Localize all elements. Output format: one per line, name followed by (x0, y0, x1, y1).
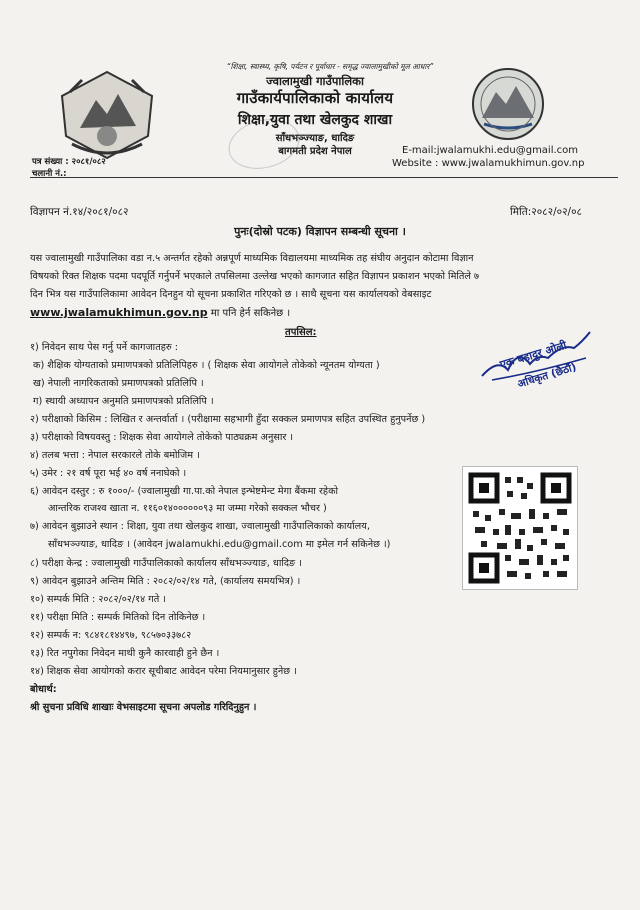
bodharth-label: बोधार्थ: (30, 684, 57, 695)
list-item: क) शैक्षिक योग्यताको प्रमाणपत्रको प्रतिलिपिहरु । ( शिक्षक सेवा आयोगले तोकेको न्यूनतम योग्यता ) (33, 360, 380, 371)
paragraph-web-line (30, 305, 290, 319)
header-divider (30, 177, 618, 178)
list-item: आन्तरिक राजश्व खाता न. ११६०१४००००००९३ मा जम्मा गरेको सक्कल भौचर ) (48, 503, 327, 514)
signatory-name: एक बहादुर ओली (498, 338, 569, 372)
notice-number: विज्ञापन नं.१४/२०८१/०८२ (30, 206, 129, 218)
qr-code (462, 466, 578, 590)
list-item: २) परीक्षाको किसिम : लिखित र अन्तर्वार्ता । (परीक्षामा सहभागी हुँदा सक्कल प्रमाणपत्र सहित उपस्थित हुनुपर्नेछ ) (30, 414, 426, 425)
list-item: ग) स्थायी अध्यापन अनुमति प्रमाणपत्रको प्रतिलिपि । (33, 396, 214, 407)
patra-sankhya: पत्र संख्या : २०८१/०८२ (32, 157, 106, 167)
municipality-name: ज्वालामुखी गाउँपालिका (266, 74, 364, 88)
list-item: ८) परीक्षा केन्द्र : ज्वालामुखी गाउँपालिकाको कार्यालय साँधभञ्ज्याङ, धादिङ । (30, 558, 302, 569)
list-item: ख) नेपाली नागरिकताको प्रमाणपत्रको प्रतिलिपि । (33, 378, 204, 389)
list-item: ९) आवेदन बुझाउने अन्तिम मिति : २०८२/०२/१४ गते, (कार्यालय समयभित्र) । (30, 576, 301, 587)
notice-subject: पुनः(दोस्रो पटक) विज्ञापन सम्बन्धी सूचना । (234, 225, 406, 238)
paragraph-line: दिन भित्र यस गाउँपालिकामा आवेदन दिनहुन यो सूचना प्रकाशित गरिएको छ । साथै सूचना यस कार्यालयको वेबसाइट (30, 289, 432, 300)
office-name: गाउँकार्यपालिकाको कार्यालय (236, 89, 394, 107)
emblem-logo (52, 66, 162, 164)
list-item: ५) उमेर : २१ वर्ष पूरा भई ४० वर्ष ननाघेको । (30, 468, 187, 479)
motto-text: “शिक्षा, स्वास्थ्य, कृषि, पर्यटन र पूर्वाधार - समृद्ध ज्वालामुखीको मूल आधार” (226, 62, 434, 71)
paragraph-line: विषयको रिक्त शिक्षक पदमा पदपूर्ति गर्नुपर्ने भएकाले तपसिलमा उल्लेख भएको कागजात सहित विज्ञापन प्रकाशन भएको मितिले ७ (30, 271, 480, 282)
qr-code-icon (463, 467, 577, 589)
web-suffix: मा पनि हेर्न सकिनेछ । (207, 308, 291, 319)
signatory-title: अधिकृत (छैठौं) (516, 361, 578, 391)
chalani-number: चलानी नं.: (32, 169, 67, 179)
list-item: १) निवेदन साथ पेस गर्नु पर्ने कागजातहरु : (30, 342, 178, 353)
tapasil-heading: तपसिल: (285, 327, 317, 338)
section-name: शिक्षा,युवा तथा खेलकुद शाखा (237, 112, 393, 128)
list-item: ७) आवेदन बुझाउने स्थान : शिक्षा, युवा तथा खेलकुद शाखा, ज्वालामुखी गाउँपालिकाको कार्यालय, (30, 521, 370, 532)
paragraph-line: यस ज्वालामुखी गाउँपालिका वडा न.५ अन्तर्गत रहेको अन्नपूर्ण माध्यमिक विद्यालयमा माध्यमिक तह संघीय अनुदान कोटामा विज्ञान (30, 253, 474, 264)
list-item: ११) परीक्षा मिति : सम्पर्क मितिको दिन तोकिनेछ । (30, 612, 206, 623)
list-item: १४) शिक्षक सेवा आयोगको करार सूचीबाट आवेदन परेमा नियमानुसार हुनेछ । (30, 666, 297, 677)
municipality-logo (470, 66, 546, 142)
list-item: १३) रित नपुगेका निवेदन माथी कुनै कारवाही हुने छैन । (30, 648, 220, 659)
list-item: ६) आवेदन दस्तुर : रु १०००/- (ज्वालामुखी गा.पा.को नेपाल इन्भेष्टमेन्ट मेगा बैंकमा रहेको (30, 486, 339, 497)
list-item: १२) सम्पर्क न: ९८४१८१४४९७, ९८५७०३३७८२ (30, 630, 192, 641)
list-item: ३) परीक्षाको विषयवस्तु : शिक्षक सेवा आयोगले तोकेको पाठ्यक्रम अनुसार । (30, 432, 294, 443)
location-text: साँधभञ्ज्याङ, धादिङ (275, 133, 355, 144)
bodharth-line: श्री सुचना प्रविधि शाखाः वेभसाइटमा सूचना अपलोड गरिदिनुहुन । (30, 702, 257, 713)
province-text: बागमती प्रदेश नेपाल (278, 146, 352, 157)
list-item: ४) तलब भत्ता : नेपाल सरकारले तोके बमोजिम । (30, 450, 200, 461)
website-text: Website : www.jwalamukhimun.gov.np (392, 158, 585, 169)
list-item: १०) सम्पर्क मिति : २०८२/०२/१४ गते । (30, 594, 166, 605)
notice-date: मिति:२०८२/०२/०८ (510, 206, 582, 218)
website-link[interactable]: www.jwalamukhimun.gov.np (30, 306, 208, 319)
list-item: साँधभञ्ज्याङ, धादिङ । (आवेदन jwalamukhi.edu@gmail.com मा इमेल गर्न सकिनेछ ।) (48, 539, 391, 550)
email-text: E-mail:jwalamukhi.edu@gmail.com (402, 145, 579, 156)
